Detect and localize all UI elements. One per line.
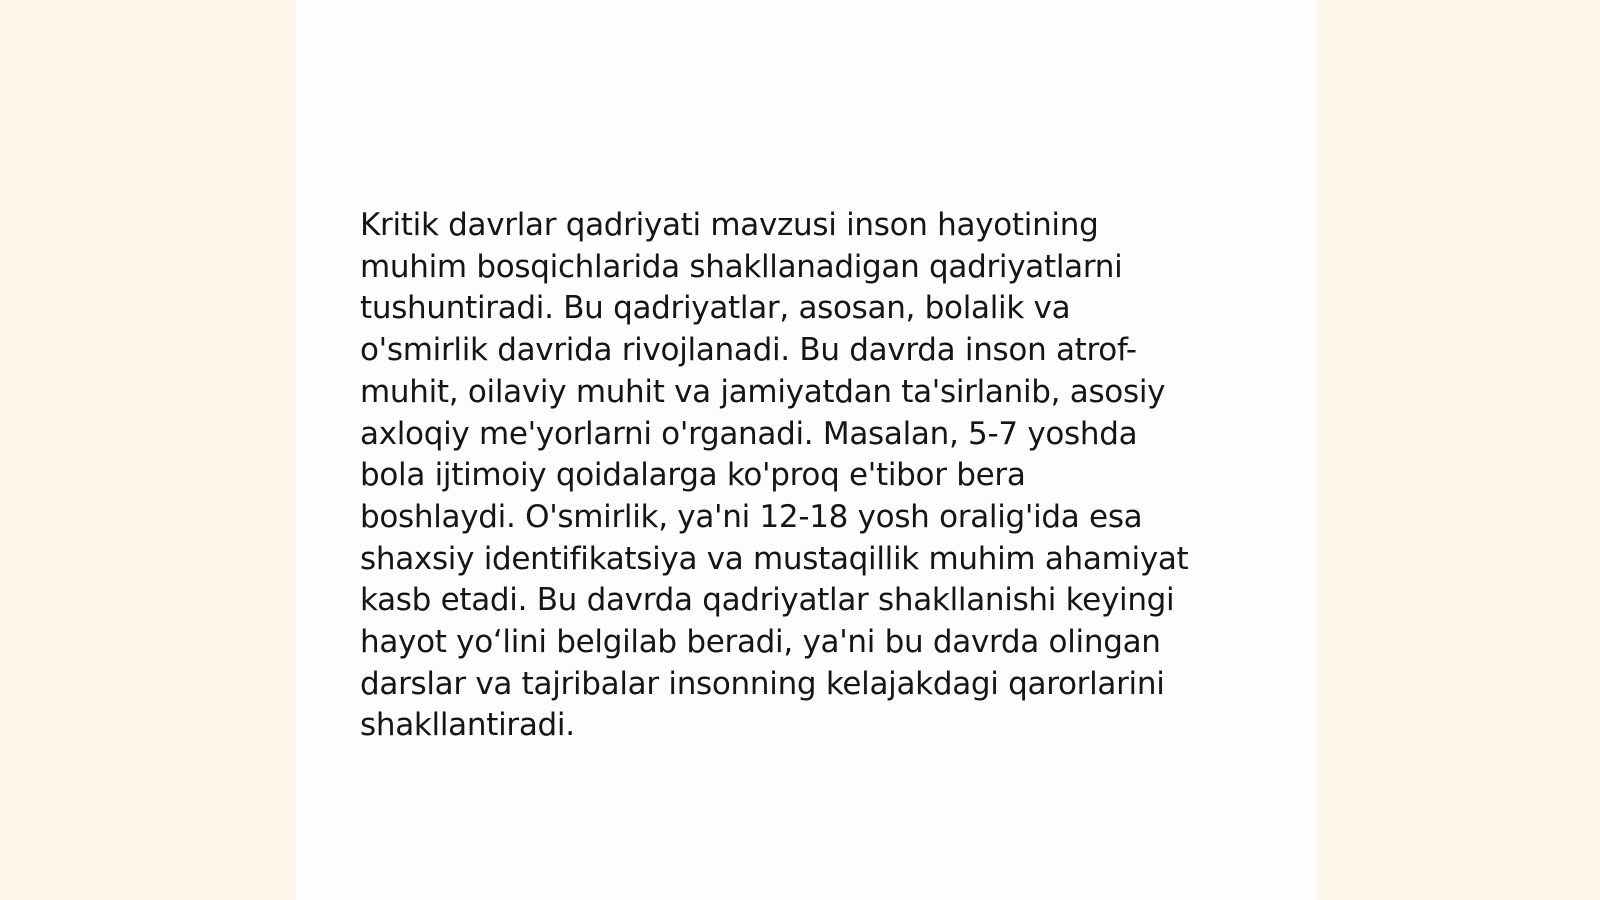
paragraph-line: darslar va tajribalar insonning kelajakdagi qarorlarini	[360, 665, 1165, 702]
paragraph-line: kasb etadi. Bu davrda qadriyatlar shakllanishi keyingi	[360, 582, 1175, 619]
paragraph-line: o'smirlik davrida rivojlanadi. Bu davrda inson atrof-	[360, 332, 1137, 369]
paragraph-line: boshlaydi. O'smirlik, ya'ni 12-18 yosh oralig'ida esa	[360, 498, 1143, 535]
paragraph-line: hayot yo‘lini belgilab beradi, ya'ni bu davrda olingan	[360, 624, 1161, 661]
paragraph-line: Kritik davrlar qadriyati mavzusi inson hayotining	[360, 207, 1099, 243]
paragraph-line: bola ijtimoiy qoidalarga ko'proq e'tibor bera	[360, 457, 1026, 494]
paragraph-line: tushuntiradi. Bu qadriyatlar, asosan, bolalik va	[360, 290, 1071, 327]
right-margin	[1316, 0, 1600, 900]
paragraph-line: muhim bosqichlarida shakllanadigan qadriyatlarni	[360, 248, 1123, 285]
body-paragraph	[360, 205, 1256, 747]
paragraph-line: muhit, oilaviy muhit va jamiyatdan ta'sirlanib, asosiy	[360, 373, 1166, 410]
document-page	[296, 0, 1316, 900]
paragraph-line: shakllantiradi.	[360, 707, 575, 744]
paragraph-line: shaxsiy identifikatsiya va mustaqillik muhim ahamiyat	[360, 540, 1189, 577]
left-margin	[0, 0, 296, 900]
paragraph-line: axloqiy me'yorlarni o'rganadi. Masalan, 5-7 yoshda	[360, 415, 1138, 452]
